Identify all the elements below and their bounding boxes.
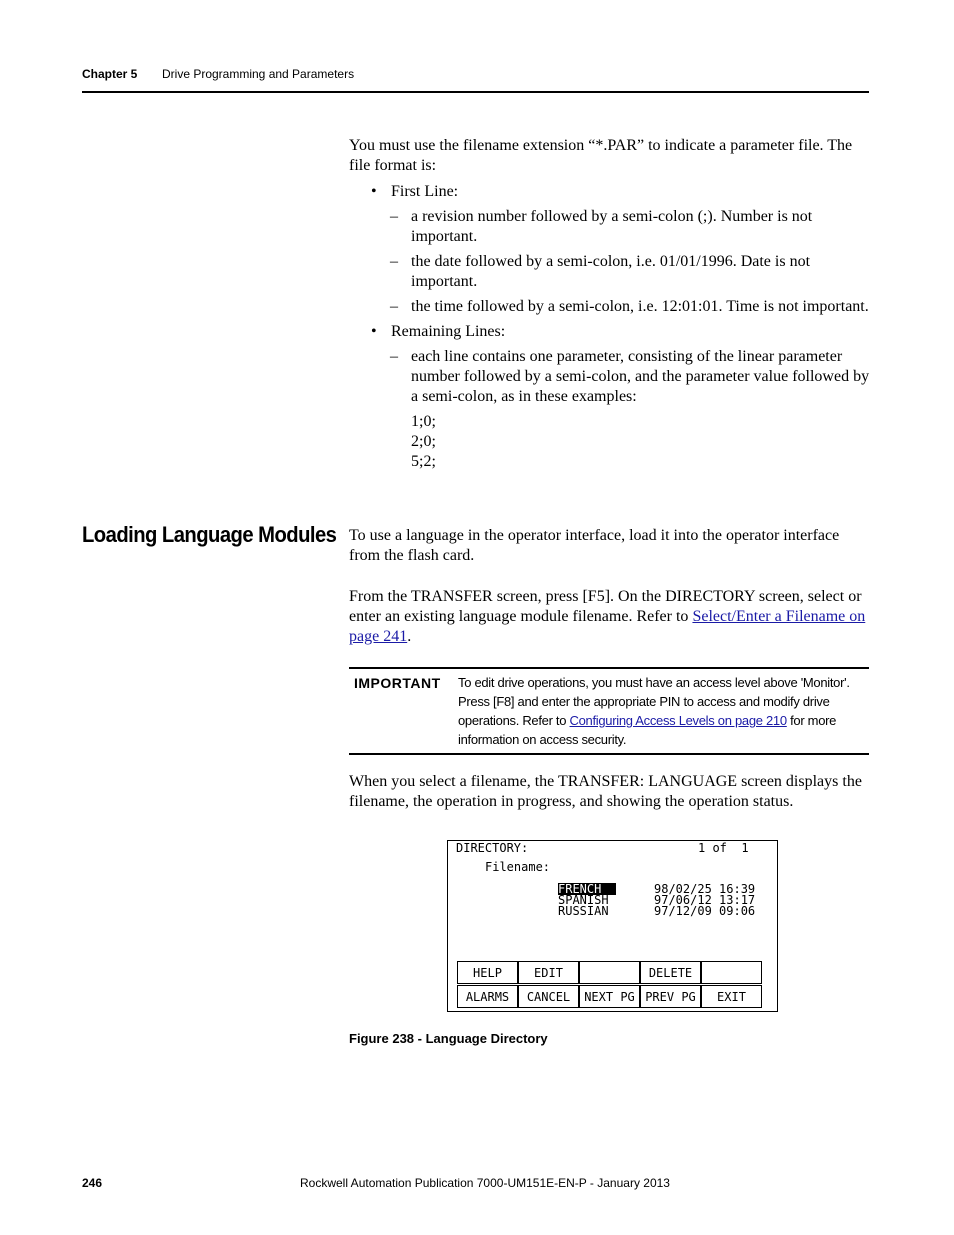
next-page-key[interactable]: NEXT PG bbox=[579, 985, 640, 1008]
first-line-label: First Line: bbox=[391, 183, 459, 200]
example-line: 5;2; bbox=[411, 453, 436, 470]
important-label: IMPORTANT bbox=[354, 675, 441, 691]
list-subitem bbox=[349, 297, 871, 317]
filename-label: Filename: bbox=[485, 860, 551, 874]
important-callout bbox=[349, 667, 869, 755]
list-item-remaining-lines bbox=[349, 322, 871, 342]
blank-key[interactable] bbox=[579, 961, 640, 984]
cancel-key[interactable]: CANCEL bbox=[518, 985, 579, 1008]
dash-mark: – bbox=[390, 208, 398, 225]
example-line: 2;0; bbox=[411, 433, 436, 450]
important-text bbox=[458, 673, 868, 749]
bullet-mark: • bbox=[371, 183, 377, 200]
example-lines bbox=[349, 412, 871, 472]
publication-info: Rockwell Automation Publication 7000-UM151E-EN-P - January 2013 bbox=[300, 1176, 670, 1190]
exit-key[interactable]: EXIT bbox=[701, 985, 762, 1008]
section-paragraph-2 bbox=[349, 587, 871, 647]
list-subitem bbox=[349, 252, 871, 292]
dash-mark: – bbox=[390, 348, 398, 365]
example-line: 1;0; bbox=[411, 413, 436, 430]
subitem-text: each line contains one parameter, consisting of the linear parameter number followed by a semi-colon, and the parameter value followed by a semi-colon, as in these examples: bbox=[411, 348, 870, 405]
section-paragraph-3: When you select a filename, the TRANSFER: LANGUAGE screen displays the filename, the operation in progress, and showing the operation status. bbox=[349, 773, 862, 810]
file-date: 98/02/25 16:39 bbox=[654, 882, 756, 896]
dash-mark: – bbox=[390, 253, 398, 270]
paragraph-text: From the TRANSFER screen, press [F5]. On the DIRECTORY screen, select or enter an existing language module filename. Refer to bbox=[349, 588, 862, 625]
section-paragraph-1: To use a language in the operator interface, load it into the operator interface from the flash card. bbox=[349, 527, 840, 564]
alarms-key[interactable]: ALARMS bbox=[457, 985, 518, 1008]
figure-caption: Figure 238 - Language Directory bbox=[349, 1031, 548, 1046]
file-date: 97/06/12 13:17 bbox=[654, 893, 756, 907]
file-format-list bbox=[349, 182, 871, 472]
page-header bbox=[82, 66, 869, 93]
bullet-mark: • bbox=[371, 323, 377, 340]
access-levels-link[interactable]: Configuring Access Levels on page 210 bbox=[569, 713, 787, 728]
directory-screen bbox=[447, 840, 778, 1012]
help-key[interactable]: HELP bbox=[457, 961, 518, 984]
file-date: 97/12/09 09:06 bbox=[654, 904, 756, 918]
dash-mark: – bbox=[390, 298, 398, 315]
subitem-text: a revision number followed by a semi-colon (;). Number is not important. bbox=[411, 208, 813, 245]
chapter-number: Chapter 5 bbox=[82, 67, 138, 81]
list-subitem bbox=[349, 347, 871, 407]
delete-key[interactable]: DELETE bbox=[640, 961, 701, 984]
select-filename-link[interactable]: Select/Enter a Filename on page 241 bbox=[349, 608, 866, 645]
chapter-title: Drive Programming and Parameters bbox=[162, 67, 355, 81]
important-text-part: To edit drive operations, you must have an access level above 'Monitor'. Press [F8] and enter the appropriate PIN to access and modify drive operations. Refer to bbox=[458, 675, 850, 728]
page-indicator: 1 of 1 bbox=[698, 841, 749, 855]
subitem-text: the date followed by a semi-colon, i.e. 01/01/1996. Date is not important. bbox=[411, 253, 811, 290]
prev-page-key[interactable]: PREV PG bbox=[640, 985, 701, 1008]
paragraph-text: . bbox=[407, 628, 412, 645]
intro-paragraph: You must use the filename extension “*.PAR” to indicate a parameter file. The file format is: bbox=[349, 137, 853, 174]
list-subitem bbox=[349, 207, 871, 247]
screen-title: DIRECTORY: bbox=[456, 841, 529, 855]
section-heading: Loading Language Modules bbox=[82, 522, 337, 547]
important-text-part: for more information on access security. bbox=[458, 713, 837, 747]
file-name[interactable]: RUSSIAN bbox=[558, 904, 609, 918]
file-name-selected[interactable]: FRENCH bbox=[558, 882, 616, 896]
file-name[interactable]: SPANISH bbox=[558, 893, 609, 907]
subitem-text: the time followed by a semi-colon, i.e. 12:01:01. Time is not important. bbox=[411, 298, 869, 315]
remaining-label: Remaining Lines: bbox=[391, 323, 506, 340]
list-item-first-line bbox=[349, 182, 871, 202]
edit-key[interactable]: EDIT bbox=[518, 961, 579, 984]
blank-key[interactable] bbox=[701, 961, 762, 984]
page-number: 246 bbox=[82, 1176, 103, 1190]
